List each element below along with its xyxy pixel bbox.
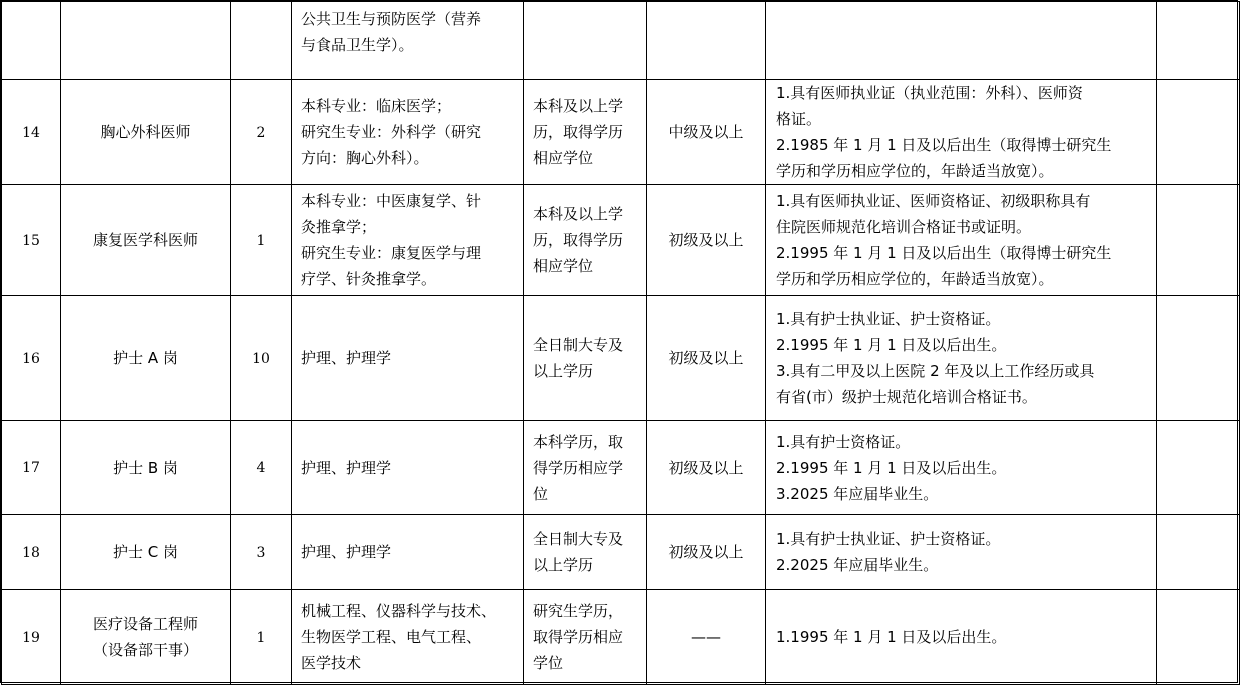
major-cell [292, 296, 524, 421]
education-cell-line: 以上学历 [533, 556, 594, 574]
requirements-cell-line: 2.2025 年应届毕业生。 [776, 556, 939, 574]
education-cell [524, 2, 647, 80]
index-cell [2, 2, 61, 80]
education-cell-line: 历，取得学历 [533, 231, 624, 249]
table-row [2, 515, 1240, 590]
position-cell [61, 421, 231, 515]
requirements-cell-line: 1.具有医师执业证、医师资格证、初级职称具有 [776, 192, 1091, 210]
remarks-cell [1157, 185, 1240, 296]
position-cell-line: 康复医学科医师 [92, 231, 198, 249]
requirements-cell-line: 学历和学历相应学位的，年龄适当放宽）。 [776, 270, 1054, 288]
position-cell-line: 护士 C 岗 [112, 543, 178, 561]
title-cell-line: —— [691, 628, 721, 646]
major-cell [292, 185, 524, 296]
education-cell [524, 421, 647, 515]
major-cell-line: 研究生专业：外科学（研究 [301, 123, 482, 141]
major-cell-line: 护理、护理学 [301, 458, 392, 477]
major-cell-line: 研究生专业：康复医学与理 [301, 244, 482, 262]
position-cell-line: 胸心外科医师 [100, 123, 191, 141]
index-cell-text: 18 [22, 544, 40, 561]
education-cell [524, 515, 647, 590]
requirements-cell-line: 2.1995 年 1 月 1 日及以后出生（取得博士研究生 [776, 244, 1112, 262]
title-cell [647, 421, 766, 515]
major-cell-line: 疗学、针灸推拿学。 [301, 270, 437, 288]
index-cell-text: 16 [22, 350, 40, 367]
index-cell-text: 14 [22, 124, 40, 141]
requirements-cell [766, 2, 1157, 80]
major-cell-line: 方向：胸心外科）。 [301, 149, 429, 167]
major-cell-line: 医学技术 [301, 654, 362, 672]
remarks-cell [1157, 2, 1240, 80]
requirements-cell [766, 80, 1157, 185]
position-cell [61, 2, 231, 80]
index-cell [2, 590, 61, 685]
education-cell-line: 本科学历，取 [533, 432, 624, 451]
title-cell-line: 初级及以上 [668, 543, 744, 561]
table-row [2, 80, 1240, 185]
major-cell-line: 本科专业：临床医学； [301, 97, 452, 115]
table-row [2, 2, 1240, 80]
major-cell-line: 公共卫生与预防医学（营养 [301, 10, 482, 28]
requirements-cell-line: 2.1995 年 1 月 1 日及以后出生。 [776, 336, 1007, 354]
requirements-cell-line: 1.具有护士资格证。 [776, 432, 911, 451]
requirements-cell-line: 1.1995 年 1 月 1 日及以后出生。 [776, 628, 1007, 646]
education-cell-line: 相应学位 [533, 257, 594, 275]
major-cell-line: 护理、护理学 [301, 543, 392, 561]
education-cell-line: 全日制大专及 [533, 336, 624, 354]
count-cell-text: 4 [256, 460, 266, 476]
education-cell-line: 学位 [533, 654, 564, 672]
requirements-cell-line: 1.具有医师执业证（执业范围：外科）、医师资 [776, 84, 1083, 102]
count-cell [231, 2, 292, 80]
count-cell-text: 1 [256, 232, 266, 249]
title-cell-line: 初级及以上 [668, 458, 744, 477]
table-row [2, 590, 1240, 685]
education-cell [524, 296, 647, 421]
education-cell-line: 本科及以上学 [533, 205, 624, 223]
count-cell [231, 185, 292, 296]
count-cell-text: 2 [256, 124, 266, 141]
major-cell-line: 本科专业：中医康复学、针 [301, 192, 482, 210]
position-cell-line: （设备部干事） [92, 641, 198, 659]
major-cell-line: 与食品卫生学）。 [301, 36, 414, 54]
title-cell [647, 185, 766, 296]
education-cell [524, 185, 647, 296]
remarks-cell [1157, 296, 1240, 421]
requirements-cell-line: 格证。 [776, 110, 822, 128]
title-cell [647, 515, 766, 590]
education-cell-line: 取得学历相应 [533, 628, 624, 646]
major-cell [292, 515, 524, 590]
index-cell [2, 80, 61, 185]
index-cell-text: 19 [22, 629, 40, 646]
education-cell-line: 相应学位 [533, 149, 594, 167]
remarks-cell [1157, 421, 1240, 515]
major-cell [292, 2, 524, 80]
position-cell [61, 185, 231, 296]
count-cell-text: 10 [252, 350, 270, 367]
position-cell-line: 医疗设备工程师 [92, 615, 198, 633]
major-cell-line: 灸推拿学； [301, 218, 377, 236]
requirements-cell [766, 296, 1157, 421]
requirements-cell [766, 590, 1157, 685]
major-cell [292, 80, 524, 185]
requirements-cell-line: 1.具有护士执业证、护士资格证。 [776, 530, 1001, 548]
index-cell-text: 17 [22, 460, 40, 476]
index-cell [2, 515, 61, 590]
count-cell [231, 80, 292, 185]
education-cell-line: 全日制大专及 [533, 530, 624, 548]
requirements-cell [766, 421, 1157, 515]
table-row [2, 296, 1240, 421]
position-cell-line: 护士 A 岗 [113, 349, 178, 367]
count-cell [231, 590, 292, 685]
title-cell-line: 初级及以上 [668, 349, 744, 367]
education-cell-line: 历，取得学历 [533, 123, 624, 141]
job-requirements-table [1, 1, 1240, 685]
position-cell [61, 296, 231, 421]
title-cell [647, 296, 766, 421]
index-cell [2, 421, 61, 515]
requirements-cell-line: 3.具有二甲及以上医院 2 年及以上工作经历或具 [776, 362, 1095, 380]
remarks-cell [1157, 590, 1240, 685]
requirements-cell-line: 1.具有护士执业证、护士资格证。 [776, 310, 1001, 328]
position-cell [61, 515, 231, 590]
education-cell-line: 以上学历 [533, 362, 594, 380]
index-cell-text: 15 [22, 232, 40, 249]
requirements-cell-line: 学历和学历相应学位的，年龄适当放宽）。 [776, 162, 1054, 180]
index-cell [2, 185, 61, 296]
remarks-cell [1157, 515, 1240, 590]
education-cell-line: 本科及以上学 [533, 97, 624, 115]
count-cell [231, 515, 292, 590]
requirements-cell-line: 2.1995 年 1 月 1 日及以后出生。 [776, 458, 1007, 477]
requirements-cell-line: 住院医师规范化培训合格证书或证明。 [776, 218, 1032, 236]
table-row [2, 421, 1240, 515]
count-cell-text: 1 [256, 629, 266, 646]
education-cell-line: 得学历相应学 [533, 458, 624, 477]
major-cell-line: 护理、护理学 [301, 349, 392, 367]
requirements-cell-line: 有省(市）级护士规范化培训合格证书。 [776, 388, 1037, 406]
count-cell [231, 296, 292, 421]
index-cell [2, 296, 61, 421]
title-cell-line: 初级及以上 [668, 231, 744, 249]
count-cell [231, 421, 292, 515]
major-cell-line: 生物医学工程、电气工程、 [301, 628, 482, 646]
education-cell [524, 590, 647, 685]
education-cell-line: 位 [533, 484, 549, 503]
table-row [2, 185, 1240, 296]
position-cell [61, 80, 231, 185]
title-cell [647, 590, 766, 685]
title-cell-line: 中级及以上 [668, 123, 744, 141]
count-cell-text: 3 [256, 544, 266, 561]
major-cell [292, 421, 524, 515]
position-cell [61, 590, 231, 685]
education-cell [524, 80, 647, 185]
position-cell-line: 护士 B 岗 [113, 458, 178, 477]
title-cell [647, 80, 766, 185]
major-cell-line: 机械工程、仪器科学与技术、 [301, 602, 497, 620]
requirements-cell-line: 2.1985 年 1 月 1 日及以后出生（取得博士研究生 [776, 136, 1112, 154]
requirements-cell [766, 185, 1157, 296]
major-cell [292, 590, 524, 685]
education-cell-line: 研究生学历， [533, 602, 624, 620]
requirements-cell [766, 515, 1157, 590]
remarks-cell [1157, 80, 1240, 185]
requirements-cell-line: 3.2025 年应届毕业生。 [776, 484, 939, 503]
title-cell [647, 2, 766, 80]
